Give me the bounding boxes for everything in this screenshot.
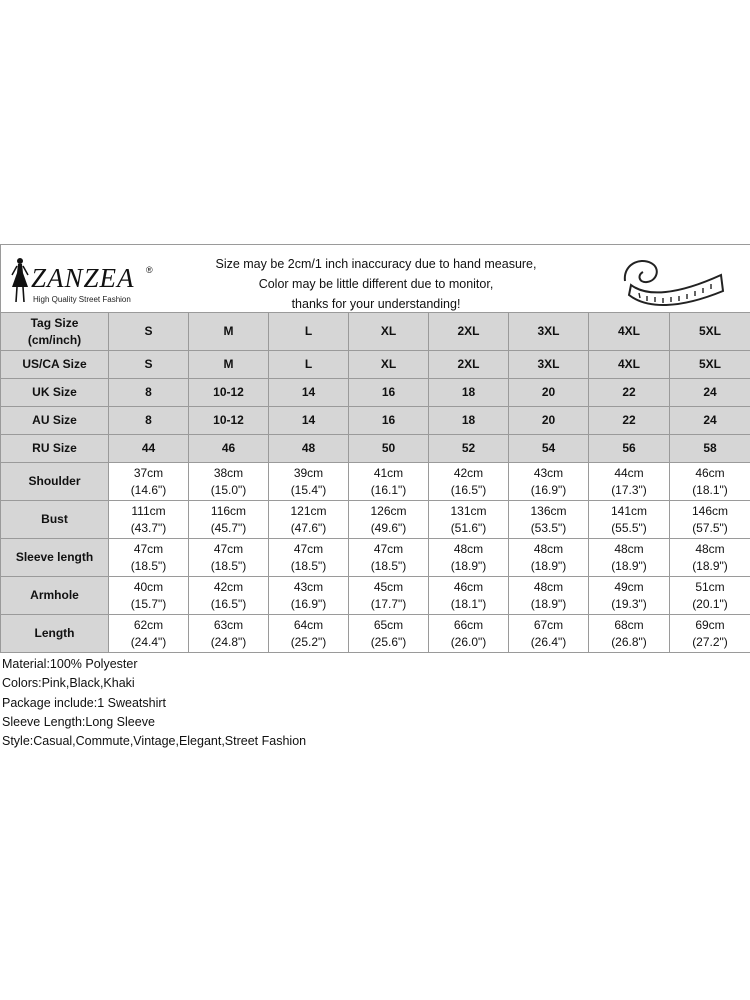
row-header xyxy=(1,435,109,463)
table-cell xyxy=(269,351,349,379)
row-header-label: US/CA Size xyxy=(22,357,87,371)
cell-value: S xyxy=(144,357,153,371)
cell-value: 131cm xyxy=(450,503,487,518)
cell-inches: (18.9") xyxy=(611,558,647,573)
cell-value: 14 xyxy=(301,385,316,399)
cell-value: 8 xyxy=(145,413,152,427)
cell-value: 39cm xyxy=(293,465,324,480)
cell-value: 136cm xyxy=(530,503,567,518)
table-cell xyxy=(429,435,509,463)
cell-value: 3XL xyxy=(537,324,560,338)
table-cell xyxy=(269,435,349,463)
measurement-notice xyxy=(171,254,581,314)
notice-line-2: Color may be little different due to monitor, xyxy=(258,277,494,291)
table-cell xyxy=(269,463,349,501)
table-cell xyxy=(269,407,349,435)
table-cell xyxy=(589,463,670,501)
table-cell xyxy=(670,407,750,435)
cell-value: S xyxy=(144,324,153,338)
cell-value: 52 xyxy=(461,441,476,455)
table-cell xyxy=(349,615,429,653)
cell-inches: (15.0") xyxy=(210,482,247,497)
cell-inches: (26.4") xyxy=(530,634,567,649)
cell-value: 18 xyxy=(461,413,476,427)
cell-value: 47cm xyxy=(373,541,404,556)
row-header-label: Bust xyxy=(41,512,68,526)
cell-inches: (18.1") xyxy=(692,482,728,497)
table-row xyxy=(1,351,750,379)
table-cell xyxy=(189,379,269,407)
row-header-label: AU Size xyxy=(32,413,77,427)
table-cell xyxy=(589,313,670,351)
cell-value: 46 xyxy=(221,441,236,455)
table-cell xyxy=(109,435,189,463)
cell-value: 18 xyxy=(461,385,476,399)
table-cell xyxy=(589,501,670,539)
cell-value: 68cm xyxy=(614,617,644,632)
cell-inches: (26.0") xyxy=(450,634,487,649)
table-cell xyxy=(269,615,349,653)
table-cell xyxy=(189,501,269,539)
cell-value: L xyxy=(304,357,313,371)
cell-inches: (25.2") xyxy=(290,634,327,649)
table-cell xyxy=(429,501,509,539)
cell-value: 42cm xyxy=(453,465,484,480)
table-cell xyxy=(269,379,349,407)
table-cell xyxy=(269,539,349,577)
cell-value: 14 xyxy=(301,413,316,427)
cell-inches: (14.6") xyxy=(130,482,167,497)
table-cell xyxy=(670,379,750,407)
cell-value: 56 xyxy=(622,441,636,455)
table-cell xyxy=(589,407,670,435)
cell-inches: (15.4") xyxy=(290,482,327,497)
cell-inches: (47.6") xyxy=(290,520,327,535)
measuring-tape-icon xyxy=(617,251,727,307)
table-cell xyxy=(109,539,189,577)
table-cell xyxy=(429,407,509,435)
cell-value: 16 xyxy=(381,385,396,399)
cell-inches: (15.7") xyxy=(130,596,167,611)
table-cell xyxy=(589,379,670,407)
cell-inches: (55.5") xyxy=(611,520,647,535)
cell-value: 2XL xyxy=(457,357,480,371)
row-header-label: Armhole xyxy=(30,588,79,602)
table-row xyxy=(1,313,750,351)
cell-inches: (45.7") xyxy=(210,520,247,535)
cell-inches: (49.6") xyxy=(370,520,407,535)
detail-sleeve-length: Sleeve Length:Long Sleeve xyxy=(2,714,155,729)
row-header-label: Length xyxy=(34,626,75,640)
cell-value: 45cm xyxy=(373,579,404,594)
table-cell xyxy=(109,501,189,539)
table-cell xyxy=(109,379,189,407)
table-cell xyxy=(349,379,429,407)
cell-value: 48 xyxy=(301,441,316,455)
table-cell xyxy=(349,435,429,463)
cell-inches: (18.1") xyxy=(450,596,487,611)
table-cell xyxy=(189,435,269,463)
cell-value: XL xyxy=(380,357,397,371)
table-cell xyxy=(670,435,750,463)
table-cell xyxy=(349,463,429,501)
cell-inches: (18.9") xyxy=(450,558,487,573)
row-header xyxy=(1,351,109,379)
table-cell xyxy=(429,615,509,653)
cell-value: 141cm xyxy=(610,503,648,518)
table-cell xyxy=(429,313,509,351)
cell-value: 146cm xyxy=(691,503,729,518)
size-table xyxy=(0,312,750,653)
table-cell xyxy=(429,379,509,407)
cell-value: 22 xyxy=(622,413,636,427)
table-cell xyxy=(189,615,269,653)
table-cell xyxy=(509,539,589,577)
table-cell xyxy=(429,463,509,501)
cell-value: L xyxy=(304,324,313,338)
table-cell xyxy=(670,539,750,577)
table-cell xyxy=(189,407,269,435)
cell-value: 37cm xyxy=(133,465,164,480)
cell-value: 46cm xyxy=(695,465,725,480)
table-row xyxy=(1,539,750,577)
cell-value: 4XL xyxy=(617,324,640,338)
table-row xyxy=(1,463,750,501)
cell-value: 4XL xyxy=(617,357,640,371)
table-cell xyxy=(509,379,589,407)
table-cell xyxy=(109,463,189,501)
cell-value: 50 xyxy=(381,441,396,455)
cell-value: 24 xyxy=(703,385,717,399)
cell-value: 65cm xyxy=(373,617,404,632)
brand-name: ZANZEA xyxy=(31,263,135,293)
table-cell xyxy=(109,351,189,379)
woman-silhouette-icon xyxy=(9,257,31,303)
cell-value: 43cm xyxy=(533,465,564,480)
table-row xyxy=(1,615,750,653)
detail-material: Material:100% Polyester xyxy=(2,657,138,671)
row-header xyxy=(1,407,109,435)
table-cell xyxy=(429,351,509,379)
cell-value: 48cm xyxy=(533,541,564,556)
table-cell xyxy=(670,577,750,615)
cell-value: 16 xyxy=(381,413,396,427)
table-cell xyxy=(509,463,589,501)
detail-style: Style:Casual,Commute,Vintage,Elegant,Street Fashion xyxy=(2,734,307,749)
row-header xyxy=(1,379,109,407)
detail-package: Package include:1 Sweatshirt xyxy=(2,695,166,710)
table-cell xyxy=(349,501,429,539)
table-row xyxy=(1,379,750,407)
table-cell xyxy=(589,351,670,379)
cell-inches: (18.5") xyxy=(370,558,407,573)
cell-inches: (18.9") xyxy=(530,558,567,573)
cell-value: 48cm xyxy=(533,579,564,594)
cell-inches: (17.7") xyxy=(370,596,407,611)
table-cell xyxy=(109,313,189,351)
row-header-sublabel: (cm/inch) xyxy=(27,332,82,347)
detail-colors: Colors:Pink,Black,Khaki xyxy=(2,676,135,691)
table-cell xyxy=(349,313,429,351)
cell-inches: (16.5") xyxy=(210,596,247,611)
table-cell xyxy=(109,577,189,615)
cell-value: 44cm xyxy=(614,465,644,480)
table-cell xyxy=(509,351,589,379)
cell-value: 10-12 xyxy=(213,413,244,427)
cell-value: 2XL xyxy=(457,324,480,338)
cell-inches: (43.7") xyxy=(130,520,167,535)
table-cell xyxy=(670,615,750,653)
cell-value: 54 xyxy=(541,441,556,455)
cell-inches: (57.5") xyxy=(692,520,728,535)
cell-value: 42cm xyxy=(213,579,244,594)
cell-value: 5XL xyxy=(698,357,721,371)
cell-value: 22 xyxy=(622,385,636,399)
table-cell xyxy=(589,615,670,653)
table-cell xyxy=(509,435,589,463)
cell-inches: (16.5") xyxy=(450,482,487,497)
table-cell xyxy=(189,313,269,351)
cell-value: 49cm xyxy=(614,579,644,594)
row-header-label: Shoulder xyxy=(28,474,81,488)
cell-inches: (18.5") xyxy=(290,558,327,573)
cell-value: 69cm xyxy=(695,617,725,632)
cell-value: 64cm xyxy=(293,617,324,632)
cell-value: 38cm xyxy=(213,465,244,480)
notice-line-1: Size may be 2cm/1 inch inaccuracy due to hand measure, xyxy=(215,257,537,271)
brand-tagline: High Quality Street Fashion xyxy=(33,295,131,304)
table-cell xyxy=(189,539,269,577)
cell-inches: (24.4") xyxy=(130,634,167,649)
cell-inches: (53.5") xyxy=(530,520,567,535)
cell-value: 5XL xyxy=(698,324,721,338)
cell-value: 41cm xyxy=(373,465,404,480)
table-cell xyxy=(670,463,750,501)
cell-inches: (16.9") xyxy=(290,596,327,611)
cell-value: 8 xyxy=(145,385,152,399)
table-cell xyxy=(670,351,750,379)
cell-value: 24 xyxy=(703,413,717,427)
row-header xyxy=(1,313,109,351)
brand-logo xyxy=(5,251,155,307)
cell-value: 3XL xyxy=(537,357,560,371)
product-details xyxy=(0,655,750,751)
table-cell xyxy=(109,615,189,653)
table-cell xyxy=(509,407,589,435)
cell-value: 40cm xyxy=(133,579,164,594)
cell-value: 63cm xyxy=(213,617,244,632)
cell-value: 47cm xyxy=(293,541,324,556)
cell-inches: (18.5") xyxy=(130,558,167,573)
cell-inches: (17.3") xyxy=(611,482,647,497)
cell-inches: (19.3") xyxy=(611,596,647,611)
row-header-label: RU Size xyxy=(32,441,77,455)
cell-value: 126cm xyxy=(370,503,407,518)
cell-value: 121cm xyxy=(290,503,327,518)
table-cell xyxy=(429,539,509,577)
table-row xyxy=(1,577,750,615)
table-cell xyxy=(269,313,349,351)
table-cell xyxy=(269,577,349,615)
cell-value: 47cm xyxy=(213,541,244,556)
cell-value: 46cm xyxy=(453,579,484,594)
cell-value: 48cm xyxy=(453,541,484,556)
row-header xyxy=(1,577,109,615)
cell-inches: (26.8") xyxy=(611,634,647,649)
cell-value: 62cm xyxy=(133,617,164,632)
row-header-label: Tag Size xyxy=(30,315,79,330)
cell-value: 10-12 xyxy=(213,385,244,399)
cell-inches: (16.1") xyxy=(370,482,407,497)
cell-value: 44 xyxy=(141,441,156,455)
table-cell xyxy=(670,501,750,539)
row-header xyxy=(1,539,109,577)
cell-value: 47cm xyxy=(133,541,164,556)
table-cell xyxy=(509,313,589,351)
table-cell xyxy=(509,615,589,653)
cell-value: 58 xyxy=(703,441,717,455)
cell-inches: (27.2") xyxy=(692,634,728,649)
registered-mark: ® xyxy=(146,265,153,275)
cell-value: 20 xyxy=(541,385,556,399)
cell-inches: (18.5") xyxy=(210,558,247,573)
table-cell xyxy=(429,577,509,615)
row-header-label: Sleeve length xyxy=(15,550,94,564)
cell-value: 48cm xyxy=(614,541,644,556)
cell-value: 43cm xyxy=(293,579,324,594)
cell-value: 66cm xyxy=(453,617,484,632)
cell-value: XL xyxy=(380,324,397,338)
cell-value: 51cm xyxy=(695,579,725,594)
table-cell xyxy=(269,501,349,539)
table-cell xyxy=(189,463,269,501)
cell-inches: (24.8") xyxy=(210,634,247,649)
notice-line-3: thanks for your understanding! xyxy=(291,297,461,311)
table-row xyxy=(1,435,750,463)
cell-value: 116cm xyxy=(210,503,247,518)
cell-value: M xyxy=(223,357,234,371)
cell-value: 67cm xyxy=(533,617,564,632)
cell-inches: (18.9") xyxy=(530,596,567,611)
cell-inches: (20.1") xyxy=(692,596,728,611)
cell-value: 48cm xyxy=(695,541,725,556)
size-chart-sheet xyxy=(0,244,750,751)
table-cell xyxy=(349,577,429,615)
row-header xyxy=(1,463,109,501)
cell-inches: (25.6") xyxy=(370,634,407,649)
size-chart-header xyxy=(0,244,750,312)
table-cell xyxy=(509,501,589,539)
cell-value: M xyxy=(223,324,234,338)
cell-value: 20 xyxy=(541,413,556,427)
table-cell xyxy=(349,539,429,577)
table-cell xyxy=(189,577,269,615)
table-cell xyxy=(589,577,670,615)
table-row xyxy=(1,501,750,539)
row-header xyxy=(1,501,109,539)
table-cell xyxy=(670,313,750,351)
row-header xyxy=(1,615,109,653)
table-cell xyxy=(109,407,189,435)
table-cell xyxy=(349,407,429,435)
table-cell xyxy=(189,351,269,379)
table-cell xyxy=(589,435,670,463)
row-header-label: UK Size xyxy=(32,385,77,399)
table-cell xyxy=(349,351,429,379)
table-cell xyxy=(509,577,589,615)
table-row xyxy=(1,407,750,435)
cell-inches: (16.9") xyxy=(530,482,567,497)
cell-inches: (51.6") xyxy=(450,520,487,535)
cell-value: 111cm xyxy=(131,503,166,518)
table-cell xyxy=(589,539,670,577)
cell-inches: (18.9") xyxy=(692,558,728,573)
